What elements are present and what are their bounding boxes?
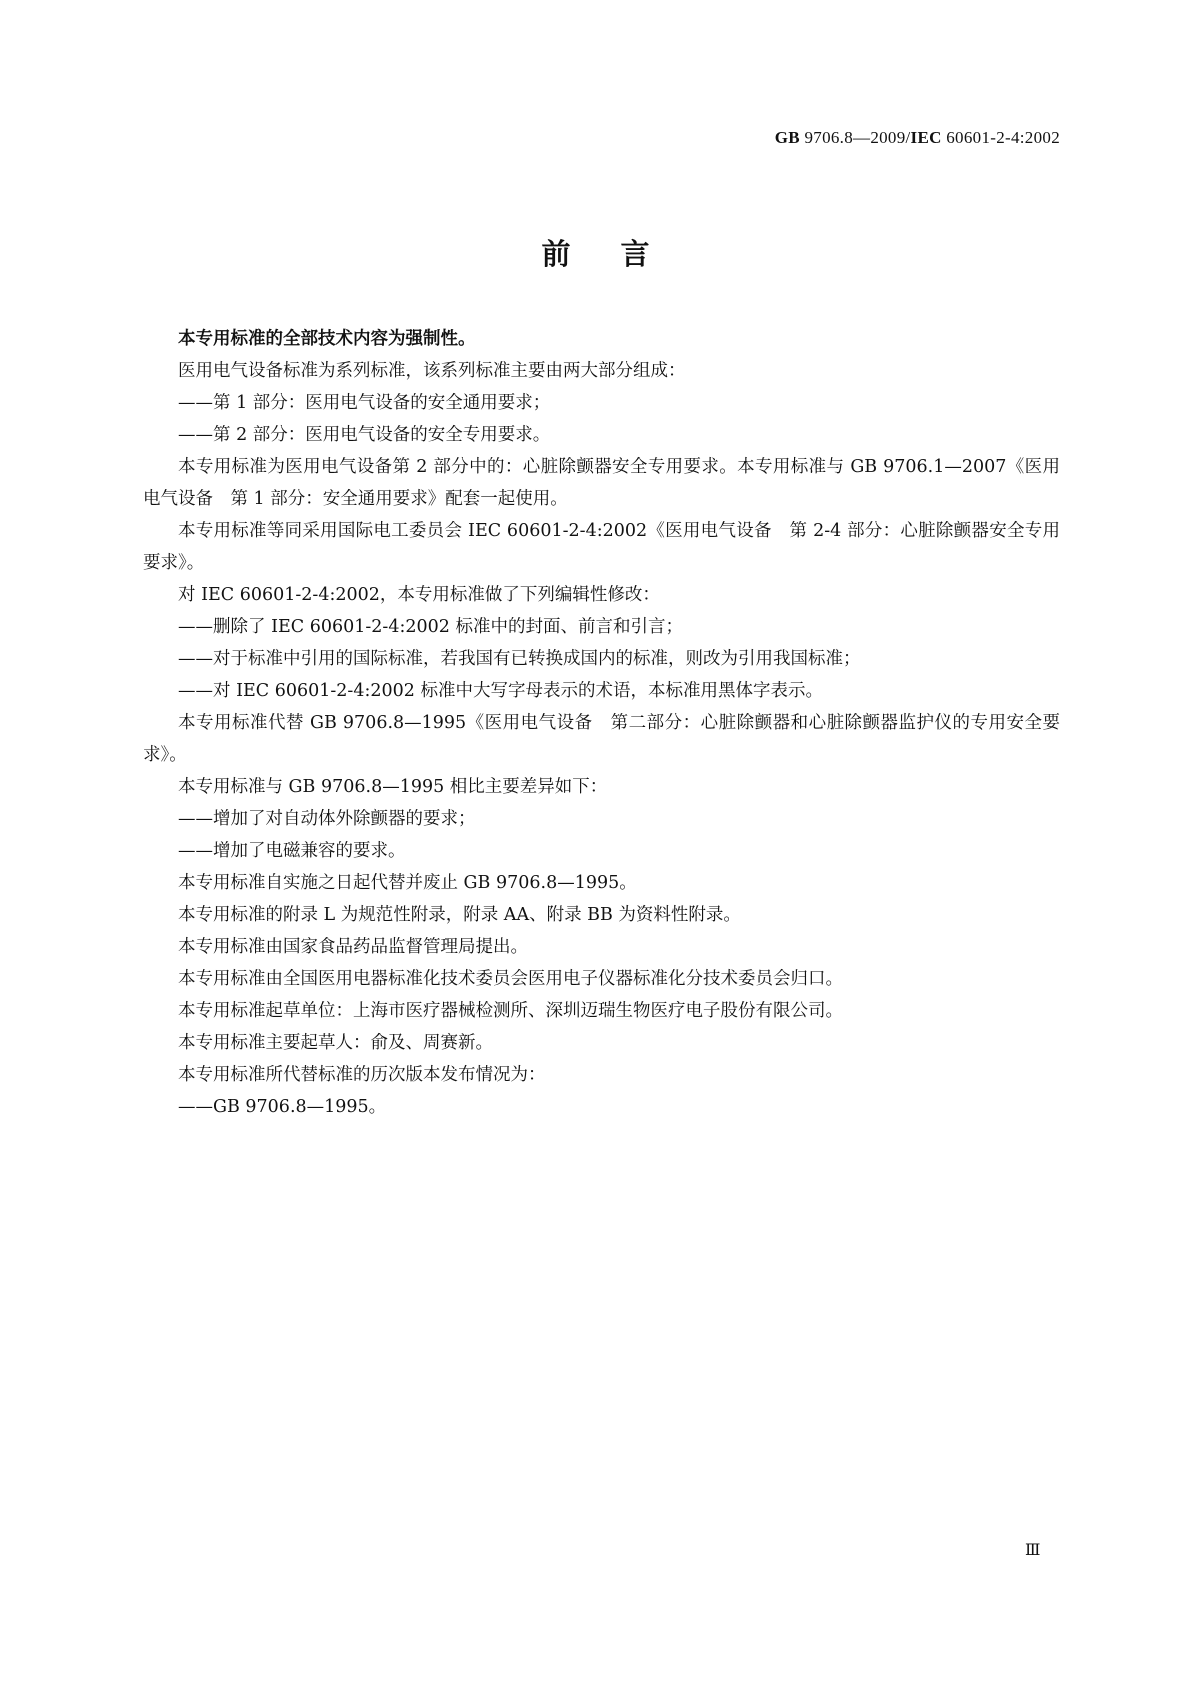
paragraph: 本专用标准的附录 L 为规范性附录，附录 AA、附录 BB 为资料性附录。 xyxy=(178,905,741,925)
foreword-body xyxy=(143,323,1060,1123)
paragraph: 本专用标准与 GB 9706.8—1995 相比主要差异如下： xyxy=(178,777,608,797)
iec-number: 60601-2-4:2002 xyxy=(946,128,1060,147)
page-number: Ⅲ xyxy=(1025,1542,1041,1559)
paragraph: 本专用标准的全部技术内容为强制性。 xyxy=(178,329,476,349)
list-item: ——增加了对自动体外除颤器的要求； xyxy=(178,809,476,829)
paragraph: 本专用标准由全国医用电器标准化技术委员会医用电子仪器标准化分技术委员会归口。 xyxy=(178,969,843,989)
paragraph: 本专用标准由国家食品药品监督管理局提出。 xyxy=(178,937,528,957)
gb-number: 9706.8—2009/ xyxy=(804,128,911,147)
gb-prefix: GB xyxy=(774,128,800,147)
paragraph: 本专用标准代替 GB 9706.8—1995《医用电气设备 第二部分：心脏除颤器和心脏除颤器监护仪的专用安全要求》。 xyxy=(143,713,1060,765)
paragraph: 本专用标准所代替标准的历次版本发布情况为： xyxy=(178,1065,546,1085)
standard-number-header xyxy=(775,128,1060,148)
paragraph: 本专用标准自实施之日起代替并废止 GB 9706.8—1995。 xyxy=(178,873,637,893)
paragraph: 本专用标准起草单位：上海市医疗器械检测所、深圳迈瑞生物医疗电子股份有限公司。 xyxy=(178,1001,843,1021)
list-item: ——删除了 IEC 60601-2-4:2002 标准中的封面、前言和引言； xyxy=(178,617,683,637)
iec-prefix: IEC xyxy=(910,128,942,147)
paragraph: 对 IEC 60601-2-4:2002，本专用标准做了下列编辑性修改： xyxy=(178,585,660,605)
list-item: ——对 IEC 60601-2-4:2002 标准中大写字母表示的术语，本标准用黑体字表示。 xyxy=(178,681,823,701)
list-item: ——第 2 部分：医用电气设备的安全专用要求。 xyxy=(178,425,551,445)
list-item: ——GB 9706.8—1995。 xyxy=(178,1097,387,1117)
paragraph: 医用电气设备标准为系列标准，该系列标准主要由两大部分组成： xyxy=(178,361,686,381)
list-item: ——第 1 部分：医用电气设备的安全通用要求； xyxy=(178,393,551,413)
paragraph: 本专用标准为医用电气设备第 2 部分中的：心脏除颤器安全专用要求。本专用标准与 GB 9706.1—2007《医用电气设备 第 1 部分：安全通用要求》配套一起使用。 xyxy=(143,457,1060,509)
list-item: ——对于标准中引用的国际标准，若我国有已转换成国内的标准，则改为引用我国标准； xyxy=(178,649,861,669)
paragraph: 本专用标准主要起草人：俞及、周赛新。 xyxy=(178,1033,493,1053)
paragraph: 本专用标准等同采用国际电工委员会 IEC 60601-2-4:2002《医用电气设备 第 2-4 部分：心脏除颤器安全专用要求》。 xyxy=(143,521,1060,573)
page-title: 前言 xyxy=(541,237,700,271)
list-item: ——增加了电磁兼容的要求。 xyxy=(178,841,406,861)
